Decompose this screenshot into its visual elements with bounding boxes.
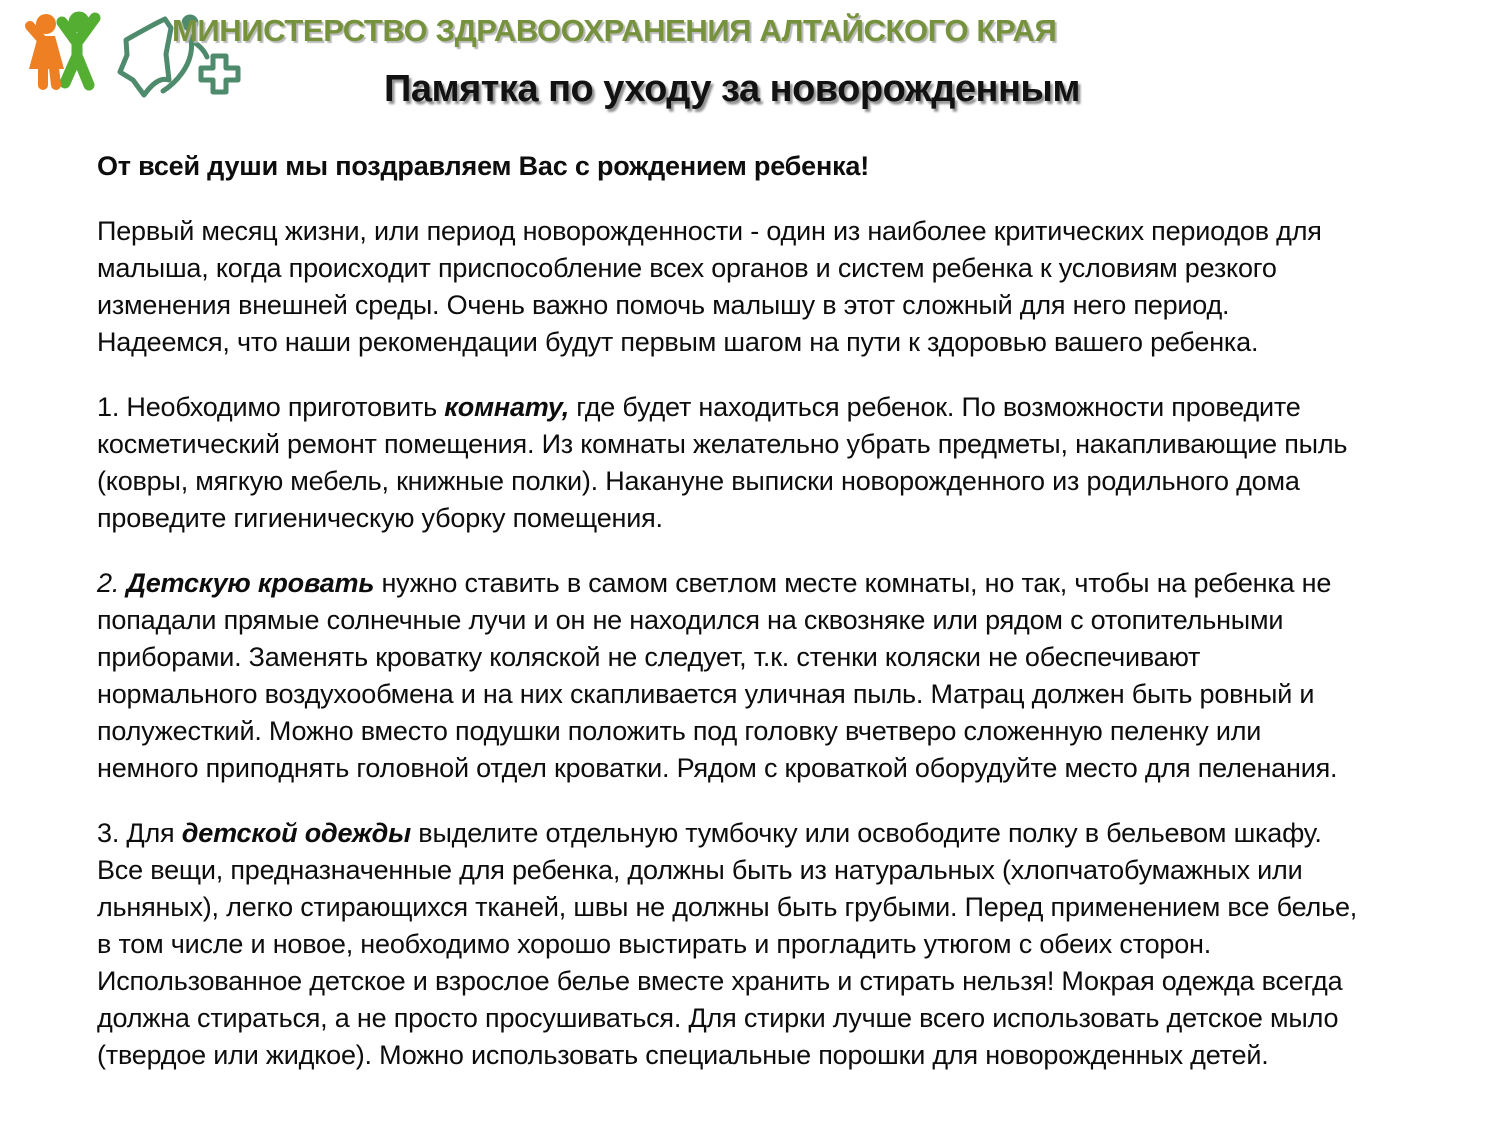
page-title: Памятка по уходу за новорожденным bbox=[384, 68, 1080, 110]
text-segment: детской одежды bbox=[181, 818, 411, 848]
paragraph-intro bbox=[97, 213, 1367, 361]
paragraphs-container bbox=[97, 213, 1367, 1074]
text-segment: Детскую кровать bbox=[126, 568, 375, 598]
ministry-title: МИНИСТЕРСТВО ЗДРАВООХРАНЕНИЯ АЛТАЙСКОГО КРАЯ bbox=[172, 13, 1057, 48]
text-segment: Первый месяц жизни, или период новорожденности - один из наиболее критических периодов для малыша, когда происходит приспособление всех органов и систем ребенка к условиям резкого изменения внешней среды. Очень важно помочь малышу в этот сложный для него период. Надеемся, что наши рекомендации будут первым шагом на пути к здоровью вашего ребенка. bbox=[97, 216, 1322, 357]
greeting-line: От всей души мы поздравляем Вас с рождением ребенка! bbox=[97, 151, 869, 181]
text-segment: комнату, bbox=[444, 392, 569, 422]
text-segment: где будет находиться ребенок. По возможности проведите косметический ремонт помещения. Из комнаты желательно убрать предметы, накапливающие пыль (ковры, мягкую мебель, книжные полки). Накануне выписки новорожденного из родильного дома проведите гигиеническую уборку помещения. bbox=[97, 392, 1348, 533]
text-segment: 1. Необходимо приготовить bbox=[97, 392, 445, 422]
text-segment: 2. bbox=[97, 568, 127, 598]
text-segment: 3. Для bbox=[97, 818, 182, 848]
paragraph-item-3 bbox=[97, 815, 1367, 1074]
text-segment: нужно ставить в самом светлом месте комнаты, но так, чтобы на ребенка не попадали прямые солнечные лучи и он не находился на сквозняке или рядом с отопительными приборами. Заменять кроватку коляской не следует, т.к. стенки коляски не обеспечивают нормального воздухообмена и на них скапливается уличная пыль. Матрац должен быть ровный и полужесткий. Можно вместо подушки положить под головку вчетверо сложенную пеленку или немного приподнять головной отдел кроватки. Рядом с кроваткой оборудуйте место для пеленания. bbox=[97, 568, 1338, 783]
paragraph-item-2 bbox=[97, 565, 1367, 787]
document-body bbox=[97, 148, 1367, 1102]
paragraph-item-1 bbox=[97, 389, 1367, 537]
text-segment: выделите отдельную тумбочку или освободите полку в бельевом шкафу. Все вещи, предназначенные для ребенка, должны быть из натуральных (хлопчатобумажных или льняных), легко стирающихся тканей, швы не должны быть грубыми. Перед применением все белье, в том числе и новое, необходимо хорошо выстирать и прогладить утюгом с обеих сторон. Использованное детское и взрослое белье вместе хранить и стирать нельзя! Мокрая одежда всегда должна стираться, а не просто просушиваться. Для стирки лучше всего использовать детское мыло (твердое или жидкое). Можно использовать специальные порошки для новорожденных детей. bbox=[97, 818, 1358, 1070]
